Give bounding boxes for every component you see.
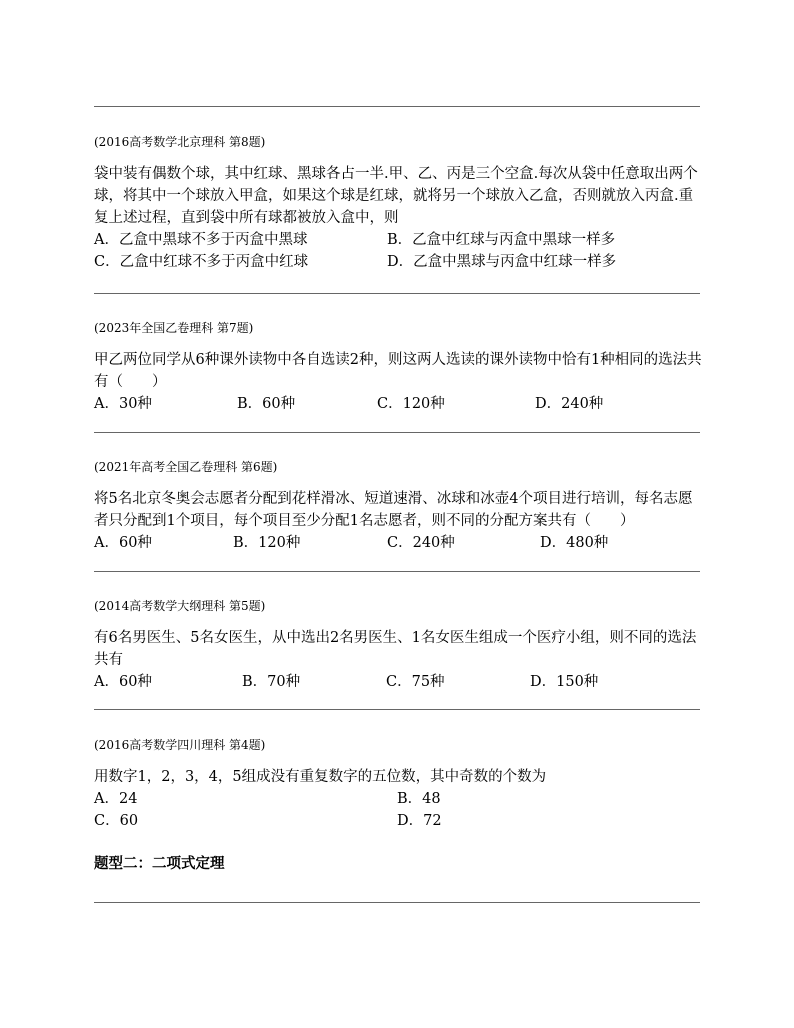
divider-rule	[94, 432, 700, 433]
option-c: C．75种	[386, 674, 445, 690]
option-b: B．120种	[233, 535, 301, 551]
question-options	[94, 393, 704, 415]
question-stem: 用数字1，2，3，4，5组成没有重复数字的五位数，其中奇数的个数为	[94, 769, 547, 785]
option-a: A．60种	[94, 674, 152, 690]
question-options	[94, 671, 704, 693]
question-stem: 甲乙两位同学从6种课外读物中各自选读2种，则这两人选读的课外读物中恰有1种相同的选法共有（ ）	[94, 352, 702, 390]
question-block	[94, 320, 704, 415]
option-d: D．480种	[540, 535, 609, 551]
question-block	[94, 134, 704, 273]
option-d: D．72	[397, 813, 442, 829]
divider-rule	[94, 293, 700, 294]
option-c: C．乙盒中红球不多于丙盒中红球	[94, 254, 309, 270]
option-b: B．70种	[242, 674, 301, 690]
question-source: (2016高考数学北京理科 第8题)	[94, 135, 266, 149]
option-d: D．240种	[535, 396, 604, 412]
question-options	[94, 532, 704, 554]
question-options	[94, 229, 704, 273]
option-c: C．240种	[387, 535, 455, 551]
question-block	[94, 737, 704, 832]
question-source: (2023年全国乙卷理科 第7题)	[94, 321, 254, 335]
option-a: A．24	[94, 791, 138, 807]
question-source: (2016高考数学四川理科 第4题)	[94, 738, 266, 752]
option-a: A．30种	[94, 396, 152, 412]
option-b: B．乙盒中红球与丙盒中黑球一样多	[387, 232, 616, 248]
question-source: (2014高考数学大纲理科 第5题)	[94, 599, 266, 613]
option-c: C．120种	[377, 396, 445, 412]
question-stem: 将5名北京冬奥会志愿者分配到花样滑冰、短道速滑、冰球和冰壶4个项目进行培训，每名志愿者只分配到1个项目，每个项目至少分配1名志愿者，则不同的分配方案共有（ ）	[94, 491, 693, 529]
question-block	[94, 598, 704, 693]
section-heading: 题型二：二项式定理	[94, 855, 225, 872]
option-a: A．乙盒中黑球不多于丙盒中黑球	[94, 232, 308, 248]
divider-rule	[94, 709, 700, 710]
divider-rule	[94, 106, 700, 107]
option-d: D．150种	[530, 674, 599, 690]
divider-rule	[94, 902, 700, 903]
divider-rule	[94, 571, 700, 572]
option-b: B．48	[397, 791, 441, 807]
question-source: (2021年高考全国乙卷理科 第6题)	[94, 460, 278, 474]
question-stem: 袋中装有偶数个球，其中红球、黑球各占一半.甲、乙、丙是三个空盒.每次从袋中任意取出两个球，将其中一个球放入甲盒，如果这个球是红球，就将另一个球放入乙盒，否则就放入丙盒.重复上述过程，直到袋中所有球都被放入盒中，则	[94, 166, 698, 226]
option-d: D．乙盒中黑球与丙盒中红球一样多	[387, 254, 617, 270]
option-c: C．60	[94, 813, 139, 829]
question-stem: 有6名男医生、5名女医生，从中选出2名男医生、1名女医生组成一个医疗小组，则不同的选法共有	[94, 630, 697, 668]
question-options	[94, 788, 704, 832]
option-a: A．60种	[94, 535, 152, 551]
option-b: B．60种	[237, 396, 296, 412]
question-block	[94, 459, 704, 554]
